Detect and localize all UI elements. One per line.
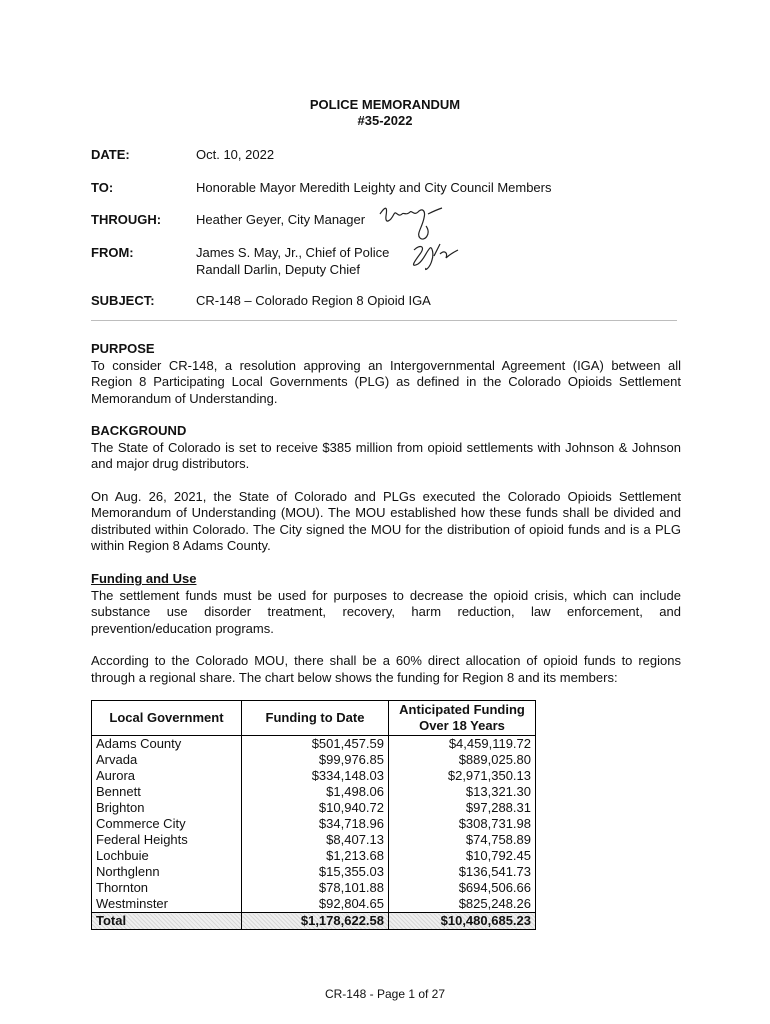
- cell-funding-to-date: $10,940.72: [242, 800, 389, 816]
- memo-title-block: [0, 97, 770, 129]
- from-label: FROM:: [91, 245, 134, 260]
- cell-funding-to-date: $92,804.65: [242, 896, 389, 913]
- background-section: [91, 423, 681, 555]
- cell-local-government: Adams County: [92, 736, 242, 753]
- table-row: [92, 768, 536, 784]
- memo-number: #35-2022: [357, 113, 413, 128]
- table-row: [92, 832, 536, 848]
- cell-anticipated-funding: $136,541.73: [389, 864, 536, 880]
- funding-text-2: According to the Colorado MOU, there shall be a 60% direct allocation of opioid funds to regions through a regional share. The chart below shows the funding for Region 8 and its members:: [91, 653, 681, 685]
- cell-funding-to-date: $99,976.85: [242, 752, 389, 768]
- subject-label: SUBJECT:: [91, 293, 155, 308]
- table-row: [92, 736, 536, 753]
- table-row: [92, 816, 536, 832]
- cell-local-government: Aurora: [92, 768, 242, 784]
- background-heading: BACKGROUND: [91, 423, 187, 438]
- background-text-1: The State of Colorado is set to receive $385 million from opioid settlements with Johnson & Johnson and major drug distributors.: [91, 439, 681, 471]
- col-header-local-government: Local Government: [92, 701, 242, 736]
- funding-table-body: [92, 736, 536, 930]
- cell-funding-to-date: $8,407.13: [242, 832, 389, 848]
- cell-anticipated-funding: $308,731.98: [389, 816, 536, 832]
- cell-funding-to-date: $501,457.59: [242, 736, 389, 753]
- subject-value: CR-148 – Colorado Region 8 Opioid IGA: [196, 293, 431, 308]
- table-row: [92, 784, 536, 800]
- table-row: [92, 880, 536, 896]
- cell-anticipated-funding: $825,248.26: [389, 896, 536, 913]
- funding-heading: Funding and Use: [91, 571, 197, 586]
- table-row: [92, 752, 536, 768]
- table-row: [92, 800, 536, 816]
- to-label: TO:: [91, 180, 114, 195]
- cell-local-government: Arvada: [92, 752, 242, 768]
- chief-signature: [404, 240, 464, 276]
- background-text-2: On Aug. 26, 2021, the State of Colorado and PLGs executed the Colorado Opioids Settlement Memorandum of Understanding (MOU). The MOU established how these funds shall be divided and distributed within Colorado. The City signed the MOU for the distribution of opioid funds and is a PLG within Region 8 Adams County.: [91, 488, 681, 553]
- purpose-text: To consider CR-148, a resolution approving an Intergovernmental Agreement (IGA) between all Region 8 Participating Local Governments (PLG) as defined in the Colorado Opioids Settlement Memorandum of Understanding.: [91, 357, 681, 406]
- cell-funding-to-date: $34,718.96: [242, 816, 389, 832]
- table-row: [92, 848, 536, 864]
- date-label: DATE:: [91, 147, 130, 162]
- cell-anticipated-funding: $13,321.30: [389, 784, 536, 800]
- table-row: [92, 864, 536, 880]
- total-label: Total: [92, 913, 242, 930]
- cell-local-government: Federal Heights: [92, 832, 242, 848]
- cell-anticipated-funding: $2,971,350.13: [389, 768, 536, 784]
- cell-funding-to-date: $334,148.03: [242, 768, 389, 784]
- col-header-anticipated-funding: Anticipated Funding Over 18 Years: [389, 701, 536, 736]
- cell-anticipated-funding: $4,459,119.72: [389, 736, 536, 753]
- table-total-row: [92, 913, 536, 930]
- funding-table: [91, 700, 536, 930]
- cell-anticipated-funding: $74,758.89: [389, 832, 536, 848]
- to-value: Honorable Mayor Meredith Leighty and City Council Members: [196, 180, 552, 195]
- from-value-1: James S. May, Jr., Chief of Police: [196, 245, 390, 260]
- total-anticipated-funding: $10,480,685.23: [389, 913, 536, 930]
- cell-local-government: Commerce City: [92, 816, 242, 832]
- cell-local-government: Northglenn: [92, 864, 242, 880]
- from-value-2: Randall Darlin, Deputy Chief: [196, 262, 361, 277]
- cell-local-government: Brighton: [92, 800, 242, 816]
- page-footer: CR-148 - Page 1 of 27: [324, 987, 446, 1001]
- through-label: THROUGH:: [91, 212, 162, 227]
- through-value: Heather Geyer, City Manager: [196, 212, 366, 227]
- funding-section: [91, 571, 681, 686]
- cell-local-government: Lochbuie: [92, 848, 242, 864]
- memo-title: POLICE MEMORANDUM: [309, 97, 461, 112]
- cell-anticipated-funding: $694,506.66: [389, 880, 536, 896]
- cell-local-government: Westminster: [92, 896, 242, 913]
- cell-funding-to-date: $1,498.06: [242, 784, 389, 800]
- table-row: [92, 896, 536, 913]
- purpose-section: [91, 341, 681, 407]
- cell-local-government: Thornton: [92, 880, 242, 896]
- cell-anticipated-funding: $10,792.45: [389, 848, 536, 864]
- purpose-heading: PURPOSE: [91, 341, 155, 356]
- cell-anticipated-funding: $889,025.80: [389, 752, 536, 768]
- funding-text-1: The settlement funds must be used for purposes to decrease the opioid crisis, which can include substance use disorder treatment, recovery, harm reduction, law enforcement, and prevention/education programs.: [91, 587, 681, 636]
- cell-anticipated-funding: $97,288.31: [389, 800, 536, 816]
- total-funding-to-date: $1,178,622.58: [242, 913, 389, 930]
- cell-local-government: Bennett: [92, 784, 242, 800]
- col-header-funding-to-date: Funding to Date: [242, 701, 389, 736]
- cell-funding-to-date: $15,355.03: [242, 864, 389, 880]
- header-divider: [91, 320, 677, 321]
- date-value: Oct. 10, 2022: [196, 147, 275, 162]
- cell-funding-to-date: $1,213.68: [242, 848, 389, 864]
- cell-funding-to-date: $78,101.88: [242, 880, 389, 896]
